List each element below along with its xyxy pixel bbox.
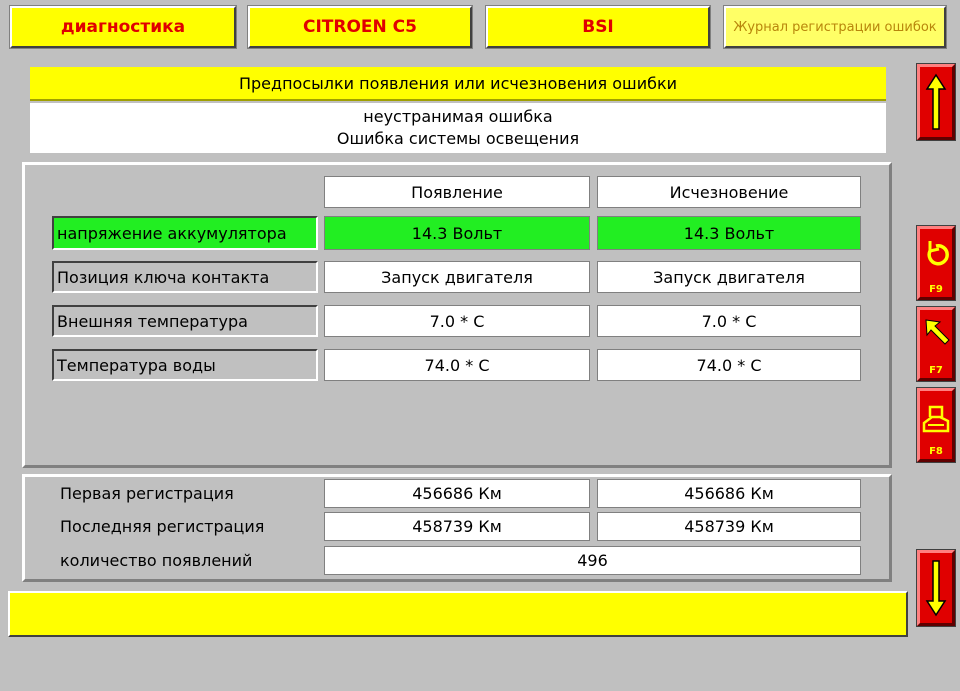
fault-description: Ошибка системы освещения: [336, 129, 580, 148]
value-water-temp-appearance: 74.0 * C: [324, 349, 590, 381]
arrow-up-icon: [920, 67, 952, 137]
value-battery-disappearance: 14.3 Вольт: [597, 216, 861, 250]
tab-fault-log-label: Журнал регистрации ошибок: [733, 19, 937, 35]
back-key-label: F7: [929, 365, 943, 376]
tab-vehicle-label: CITROEN C5: [302, 17, 417, 37]
print-button-f8[interactable]: [917, 388, 955, 462]
scroll-up-button[interactable]: [917, 64, 955, 140]
scroll-down-button[interactable]: [917, 550, 955, 626]
value-ignition-disappearance: Запуск двигателя: [597, 261, 861, 293]
page-title: Предпосылки появления или исчезновения ошибки: [30, 67, 886, 101]
value-ignition-appearance: Запуск двигателя: [324, 261, 590, 293]
fault-message: [30, 103, 886, 153]
occurrence-count-label: количество появлений: [60, 550, 253, 570]
status-bar: [8, 591, 908, 637]
value-battery-appearance: 14.3 Вольт: [324, 216, 590, 250]
back-button-f7[interactable]: [917, 307, 955, 381]
row-label-battery-voltage: напряжение аккумулятора: [52, 216, 318, 250]
tab-ecu-label: BSI: [582, 17, 614, 37]
header-disappearance: Исчезновение: [597, 176, 861, 208]
printer-icon: [920, 391, 952, 445]
tab-diagnostics[interactable]: [10, 6, 236, 48]
print-key-label: F8: [929, 446, 943, 457]
first-registration-disappearance: 456686 Км: [597, 479, 861, 508]
undo-key-label: F9: [929, 284, 943, 295]
row-label-water-temperature: Температура воды: [52, 349, 318, 381]
last-registration-label: Последняя регистрация: [60, 516, 265, 536]
row-label-ignition-position: Позиция ключа контакта: [52, 261, 318, 293]
row-label-outside-temperature: Внешняя температура: [52, 305, 318, 337]
tab-fault-log[interactable]: [724, 6, 946, 48]
value-outside-temp-disappearance: 7.0 * C: [597, 305, 861, 337]
arrow-down-icon: [920, 553, 952, 623]
tab-ecu[interactable]: [486, 6, 710, 48]
last-registration-disappearance: 458739 Км: [597, 512, 861, 541]
first-registration-appearance: 456686 Км: [324, 479, 590, 508]
last-registration-appearance: 458739 Км: [324, 512, 590, 541]
header-appearance: Появление: [324, 176, 590, 208]
first-registration-label: Первая регистрация: [60, 483, 234, 503]
occurrence-count-value: 496: [324, 546, 861, 575]
arrow-up-left-icon: [920, 310, 952, 364]
tab-vehicle[interactable]: [248, 6, 472, 48]
undo-button-f9[interactable]: [917, 226, 955, 300]
undo-icon: [920, 229, 952, 283]
value-water-temp-disappearance: 74.0 * C: [597, 349, 861, 381]
fault-type: неустранимая ошибка: [363, 107, 553, 126]
value-outside-temp-appearance: 7.0 * C: [324, 305, 590, 337]
tab-diagnostics-label: диагностика: [60, 17, 186, 37]
